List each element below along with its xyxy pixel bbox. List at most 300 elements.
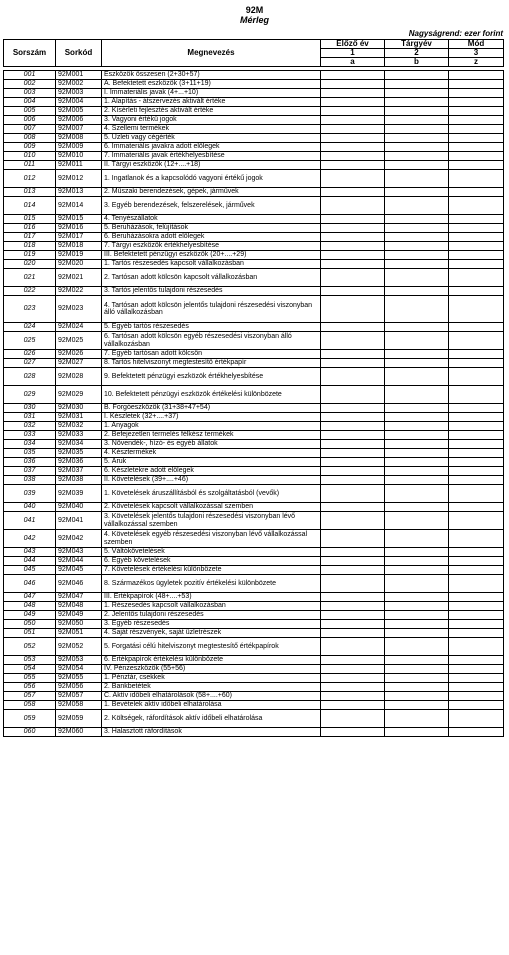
value-mod[interactable] — [449, 431, 504, 440]
value-mod[interactable] — [449, 548, 504, 557]
value-mod[interactable] — [449, 656, 504, 665]
value-targyev[interactable] — [385, 557, 449, 566]
value-elozo-ev[interactable] — [321, 413, 385, 422]
table-row — [4, 728, 504, 737]
value-elozo-ev[interactable] — [321, 332, 385, 350]
value-elozo-ev[interactable] — [321, 701, 385, 710]
value-mod[interactable] — [449, 350, 504, 359]
value-elozo-ev[interactable] — [321, 224, 385, 233]
header-sorszam: Sorszám — [4, 40, 56, 67]
value-mod[interactable] — [449, 224, 504, 233]
value-elozo-ev[interactable] — [321, 548, 385, 557]
row-code: 92M048 — [56, 602, 102, 611]
row-code: 92M025 — [56, 332, 102, 350]
value-mod[interactable] — [449, 728, 504, 737]
value-elozo-ev[interactable] — [321, 386, 385, 404]
value-elozo-ev[interactable] — [321, 98, 385, 107]
table-row — [4, 458, 504, 467]
value-targyev[interactable] — [385, 323, 449, 332]
row-name: 1. Alapítás - átszervezés aktivált értéke — [102, 98, 321, 107]
value-targyev[interactable] — [385, 80, 449, 89]
value-mod[interactable] — [449, 368, 504, 386]
table-row — [4, 260, 504, 269]
row-number: 023 — [4, 296, 56, 323]
value-targyev[interactable] — [385, 692, 449, 701]
value-elozo-ev[interactable] — [321, 107, 385, 116]
value-mod[interactable] — [449, 296, 504, 323]
value-elozo-ev[interactable] — [321, 422, 385, 431]
row-number: 047 — [4, 593, 56, 602]
table-row — [4, 251, 504, 260]
value-elozo-ev[interactable] — [321, 116, 385, 125]
row-code: 92M017 — [56, 233, 102, 242]
value-elozo-ev[interactable] — [321, 125, 385, 134]
value-mod[interactable] — [449, 467, 504, 476]
row-code: 92M010 — [56, 152, 102, 161]
value-mod[interactable] — [449, 98, 504, 107]
row-name: 9. Befektetett pénzügyi eszközök értékhelyesbítése — [102, 368, 321, 386]
value-elozo-ev[interactable] — [321, 287, 385, 296]
table-row — [4, 674, 504, 683]
table-row — [4, 503, 504, 512]
row-code: 92M034 — [56, 440, 102, 449]
value-mod[interactable] — [449, 503, 504, 512]
value-targyev[interactable] — [385, 125, 449, 134]
row-number: 039 — [4, 485, 56, 503]
table-row — [4, 269, 504, 287]
header-num-1: 1 — [321, 49, 385, 58]
value-targyev[interactable] — [385, 710, 449, 728]
row-name: 2. Tartósan adott kölcsön kapcsolt vállalkozásban — [102, 269, 321, 287]
value-targyev[interactable] — [385, 116, 449, 125]
row-number: 060 — [4, 728, 56, 737]
table-row — [4, 89, 504, 98]
value-targyev[interactable] — [385, 458, 449, 467]
value-mod[interactable] — [449, 602, 504, 611]
value-targyev[interactable] — [385, 350, 449, 359]
value-mod[interactable] — [449, 404, 504, 413]
value-targyev[interactable] — [385, 143, 449, 152]
row-code: 92M022 — [56, 287, 102, 296]
row-code: 92M031 — [56, 413, 102, 422]
value-targyev[interactable] — [385, 224, 449, 233]
value-targyev[interactable] — [385, 170, 449, 188]
row-number: 030 — [4, 404, 56, 413]
row-number: 012 — [4, 170, 56, 188]
row-code: 92M052 — [56, 638, 102, 656]
value-mod[interactable] — [449, 269, 504, 287]
value-elozo-ev[interactable] — [321, 80, 385, 89]
value-targyev[interactable] — [385, 701, 449, 710]
value-targyev[interactable] — [385, 476, 449, 485]
value-targyev[interactable] — [385, 251, 449, 260]
value-targyev[interactable] — [385, 638, 449, 656]
table-row — [4, 440, 504, 449]
value-mod[interactable] — [449, 251, 504, 260]
row-number: 059 — [4, 710, 56, 728]
row-name: 5. Beruházások, felújítások — [102, 224, 321, 233]
value-elozo-ev[interactable] — [321, 440, 385, 449]
value-targyev[interactable] — [385, 71, 449, 80]
value-elozo-ev[interactable] — [321, 188, 385, 197]
row-name: 7. Tárgyi eszközök értékhelyesbítése — [102, 242, 321, 251]
value-elozo-ev[interactable] — [321, 368, 385, 386]
row-number: 050 — [4, 620, 56, 629]
value-mod[interactable] — [449, 413, 504, 422]
value-targyev[interactable] — [385, 575, 449, 593]
table-row — [4, 323, 504, 332]
value-elozo-ev[interactable] — [321, 476, 385, 485]
value-elozo-ev[interactable] — [321, 512, 385, 530]
value-mod[interactable] — [449, 386, 504, 404]
value-elozo-ev[interactable] — [321, 89, 385, 98]
row-number: 042 — [4, 530, 56, 548]
row-number: 005 — [4, 107, 56, 116]
value-elozo-ev[interactable] — [321, 269, 385, 287]
value-mod[interactable] — [449, 233, 504, 242]
value-elozo-ev[interactable] — [321, 71, 385, 80]
value-targyev[interactable] — [385, 656, 449, 665]
table-row — [4, 296, 504, 323]
value-targyev[interactable] — [385, 260, 449, 269]
row-name: 5. Egyéb tartós részesedés — [102, 323, 321, 332]
table-row — [4, 152, 504, 161]
value-mod[interactable] — [449, 638, 504, 656]
value-mod[interactable] — [449, 170, 504, 188]
table-row — [4, 107, 504, 116]
value-targyev[interactable] — [385, 530, 449, 548]
value-elozo-ev[interactable] — [321, 161, 385, 170]
row-code: 92M046 — [56, 575, 102, 593]
table-row — [4, 422, 504, 431]
row-code: 92M021 — [56, 269, 102, 287]
value-elozo-ev[interactable] — [321, 431, 385, 440]
value-elozo-ev[interactable] — [321, 458, 385, 467]
value-targyev[interactable] — [385, 296, 449, 323]
row-number: 007 — [4, 125, 56, 134]
value-elozo-ev[interactable] — [321, 602, 385, 611]
row-name: 2. Befejezetlen termelés félkész termékek — [102, 431, 321, 440]
row-name: 4. Követelések egyéb részesedési viszonyban lévő vállalkozással szemben — [102, 530, 321, 548]
value-mod[interactable] — [449, 359, 504, 368]
row-name: 4. Tartósan adott kölcsön jelentős tulajdoni részesedési viszonyban álló vállalkozásban — [102, 296, 321, 323]
value-targyev[interactable] — [385, 593, 449, 602]
row-number: 046 — [4, 575, 56, 593]
value-mod[interactable] — [449, 332, 504, 350]
row-number: 001 — [4, 71, 56, 80]
row-name: 2. Műszaki berendezések, gépek, járművek — [102, 188, 321, 197]
value-mod[interactable] — [449, 422, 504, 431]
value-targyev[interactable] — [385, 674, 449, 683]
value-targyev[interactable] — [385, 134, 449, 143]
value-elozo-ev[interactable] — [321, 170, 385, 188]
value-elozo-ev[interactable] — [321, 728, 385, 737]
row-code: 92M044 — [56, 557, 102, 566]
row-code: 92M037 — [56, 467, 102, 476]
row-number: 043 — [4, 548, 56, 557]
value-targyev[interactable] — [385, 485, 449, 503]
value-elozo-ev[interactable] — [321, 503, 385, 512]
header-num-2: 2 — [385, 49, 449, 58]
value-targyev[interactable] — [385, 152, 449, 161]
row-code: 92M016 — [56, 224, 102, 233]
row-name: 5. Áruk — [102, 458, 321, 467]
row-number: 038 — [4, 476, 56, 485]
value-mod[interactable] — [449, 566, 504, 575]
value-elozo-ev[interactable] — [321, 683, 385, 692]
value-targyev[interactable] — [385, 188, 449, 197]
table-row — [4, 629, 504, 638]
value-targyev[interactable] — [385, 512, 449, 530]
value-targyev[interactable] — [385, 548, 449, 557]
value-targyev[interactable] — [385, 404, 449, 413]
value-targyev[interactable] — [385, 503, 449, 512]
value-targyev[interactable] — [385, 449, 449, 458]
value-elozo-ev[interactable] — [321, 566, 385, 575]
value-mod[interactable] — [449, 143, 504, 152]
value-mod[interactable] — [449, 458, 504, 467]
value-elozo-ev[interactable] — [321, 638, 385, 656]
table-row — [4, 224, 504, 233]
row-name: C. Aktív időbeli elhatárolások (58+....+60) — [102, 692, 321, 701]
value-targyev[interactable] — [385, 467, 449, 476]
value-mod[interactable] — [449, 161, 504, 170]
value-elozo-ev[interactable] — [321, 323, 385, 332]
value-targyev[interactable] — [385, 242, 449, 251]
value-targyev[interactable] — [385, 98, 449, 107]
table-row — [4, 80, 504, 89]
value-elozo-ev[interactable] — [321, 665, 385, 674]
value-mod[interactable] — [449, 71, 504, 80]
value-mod[interactable] — [449, 107, 504, 116]
value-mod[interactable] — [449, 80, 504, 89]
value-elozo-ev[interactable] — [321, 611, 385, 620]
row-number: 021 — [4, 269, 56, 287]
value-targyev[interactable] — [385, 413, 449, 422]
table-row — [4, 332, 504, 350]
row-code: 92M023 — [56, 296, 102, 323]
row-number: 028 — [4, 368, 56, 386]
row-number: 015 — [4, 215, 56, 224]
value-mod[interactable] — [449, 197, 504, 215]
value-mod[interactable] — [449, 125, 504, 134]
value-mod[interactable] — [449, 512, 504, 530]
value-elozo-ev[interactable] — [321, 656, 385, 665]
row-name: IV. Pénzeszközök (55+56) — [102, 665, 321, 674]
row-number: 036 — [4, 458, 56, 467]
row-code: 92M056 — [56, 683, 102, 692]
value-elozo-ev[interactable] — [321, 710, 385, 728]
value-targyev[interactable] — [385, 386, 449, 404]
value-mod[interactable] — [449, 215, 504, 224]
row-name: III. Befektetett pénzügyi eszközök (20+....+29) — [102, 251, 321, 260]
value-elozo-ev[interactable] — [321, 233, 385, 242]
row-code: 92M028 — [56, 368, 102, 386]
value-targyev[interactable] — [385, 215, 449, 224]
value-mod[interactable] — [449, 260, 504, 269]
value-mod[interactable] — [449, 701, 504, 710]
value-targyev[interactable] — [385, 161, 449, 170]
value-targyev[interactable] — [385, 629, 449, 638]
table-row — [4, 287, 504, 296]
row-name: 8. Tartós hitelviszonyt megtestesítő értékpapír — [102, 359, 321, 368]
value-elozo-ev[interactable] — [321, 134, 385, 143]
value-targyev[interactable] — [385, 683, 449, 692]
row-code: 92M054 — [56, 665, 102, 674]
value-mod[interactable] — [449, 476, 504, 485]
value-mod[interactable] — [449, 449, 504, 458]
row-number: 009 — [4, 143, 56, 152]
table-body — [4, 71, 504, 737]
value-targyev[interactable] — [385, 566, 449, 575]
value-targyev[interactable] — [385, 359, 449, 368]
value-elozo-ev[interactable] — [321, 575, 385, 593]
row-code: 92M018 — [56, 242, 102, 251]
value-elozo-ev[interactable] — [321, 242, 385, 251]
value-targyev[interactable] — [385, 332, 449, 350]
row-name: 4. Késztermékek — [102, 449, 321, 458]
row-code: 92M007 — [56, 125, 102, 134]
table-row — [4, 557, 504, 566]
value-elozo-ev[interactable] — [321, 152, 385, 161]
value-mod[interactable] — [449, 188, 504, 197]
value-mod[interactable] — [449, 530, 504, 548]
value-mod[interactable] — [449, 575, 504, 593]
table-row — [4, 161, 504, 170]
row-number: 044 — [4, 557, 56, 566]
table-row — [4, 683, 504, 692]
value-elozo-ev[interactable] — [321, 296, 385, 323]
row-code: 92M042 — [56, 530, 102, 548]
value-elozo-ev[interactable] — [321, 620, 385, 629]
row-name: 2. Követelések kapcsolt vállalkozással szemben — [102, 503, 321, 512]
row-code: 92M008 — [56, 134, 102, 143]
header-letter-a: a — [321, 58, 385, 67]
value-targyev[interactable] — [385, 431, 449, 440]
value-targyev[interactable] — [385, 107, 449, 116]
value-elozo-ev[interactable] — [321, 485, 385, 503]
row-code: 92M013 — [56, 188, 102, 197]
value-targyev[interactable] — [385, 611, 449, 620]
value-targyev[interactable] — [385, 422, 449, 431]
value-mod[interactable] — [449, 440, 504, 449]
value-mod[interactable] — [449, 611, 504, 620]
row-code: 92M043 — [56, 548, 102, 557]
value-elozo-ev[interactable] — [321, 467, 385, 476]
value-elozo-ev[interactable] — [321, 674, 385, 683]
value-mod[interactable] — [449, 116, 504, 125]
value-elozo-ev[interactable] — [321, 359, 385, 368]
value-elozo-ev[interactable] — [321, 143, 385, 152]
row-number: 034 — [4, 440, 56, 449]
value-elozo-ev[interactable] — [321, 530, 385, 548]
table-row — [4, 593, 504, 602]
value-mod[interactable] — [449, 134, 504, 143]
row-code: 92M039 — [56, 485, 102, 503]
row-name: I. Immateriális javak (4+...+10) — [102, 89, 321, 98]
table-row — [4, 656, 504, 665]
value-mod[interactable] — [449, 593, 504, 602]
table-row — [4, 188, 504, 197]
row-name: 4. Tenyészállatok — [102, 215, 321, 224]
value-elozo-ev[interactable] — [321, 629, 385, 638]
value-mod[interactable] — [449, 629, 504, 638]
value-mod[interactable] — [449, 287, 504, 296]
table-row — [4, 197, 504, 215]
value-targyev[interactable] — [385, 728, 449, 737]
row-name: 1. Részesedés kapcsolt vállalkozásban — [102, 602, 321, 611]
row-code: 92M001 — [56, 71, 102, 80]
value-mod[interactable] — [449, 620, 504, 629]
value-mod[interactable] — [449, 683, 504, 692]
row-name: 3. Halasztott ráfordítások — [102, 728, 321, 737]
row-code: 92M038 — [56, 476, 102, 485]
table-row — [4, 692, 504, 701]
value-mod[interactable] — [449, 152, 504, 161]
value-mod[interactable] — [449, 242, 504, 251]
table-row — [4, 242, 504, 251]
row-code: 92M053 — [56, 656, 102, 665]
value-targyev[interactable] — [385, 233, 449, 242]
value-elozo-ev[interactable] — [321, 404, 385, 413]
value-elozo-ev[interactable] — [321, 449, 385, 458]
row-name: 5. Forgatási célú hitelviszonyt megtestesítő értékpapírok — [102, 638, 321, 656]
value-mod[interactable] — [449, 692, 504, 701]
value-mod[interactable] — [449, 710, 504, 728]
row-code: 92M055 — [56, 674, 102, 683]
row-number: 013 — [4, 188, 56, 197]
row-number: 054 — [4, 665, 56, 674]
row-code: 92M029 — [56, 386, 102, 404]
value-targyev[interactable] — [385, 620, 449, 629]
value-elozo-ev[interactable] — [321, 215, 385, 224]
value-targyev[interactable] — [385, 197, 449, 215]
value-targyev[interactable] — [385, 665, 449, 674]
value-mod[interactable] — [449, 323, 504, 332]
value-elozo-ev[interactable] — [321, 350, 385, 359]
table-row — [4, 620, 504, 629]
value-targyev[interactable] — [385, 602, 449, 611]
row-code: 92M019 — [56, 251, 102, 260]
value-targyev[interactable] — [385, 269, 449, 287]
table-row — [4, 602, 504, 611]
row-name: 6. Egyéb követelések — [102, 557, 321, 566]
table-row — [4, 467, 504, 476]
table-row — [4, 710, 504, 728]
row-code: 92M049 — [56, 611, 102, 620]
value-elozo-ev[interactable] — [321, 251, 385, 260]
value-targyev[interactable] — [385, 368, 449, 386]
value-mod[interactable] — [449, 674, 504, 683]
value-targyev[interactable] — [385, 89, 449, 98]
value-mod[interactable] — [449, 485, 504, 503]
value-elozo-ev[interactable] — [321, 593, 385, 602]
value-elozo-ev[interactable] — [321, 197, 385, 215]
row-number: 052 — [4, 638, 56, 656]
value-targyev[interactable] — [385, 440, 449, 449]
value-mod[interactable] — [449, 89, 504, 98]
value-targyev[interactable] — [385, 287, 449, 296]
value-elozo-ev[interactable] — [321, 692, 385, 701]
value-elozo-ev[interactable] — [321, 557, 385, 566]
row-code: 92M059 — [56, 710, 102, 728]
value-elozo-ev[interactable] — [321, 260, 385, 269]
row-number: 049 — [4, 611, 56, 620]
row-number: 035 — [4, 449, 56, 458]
row-name: 1. Anyagok — [102, 422, 321, 431]
value-mod[interactable] — [449, 557, 504, 566]
value-mod[interactable] — [449, 665, 504, 674]
